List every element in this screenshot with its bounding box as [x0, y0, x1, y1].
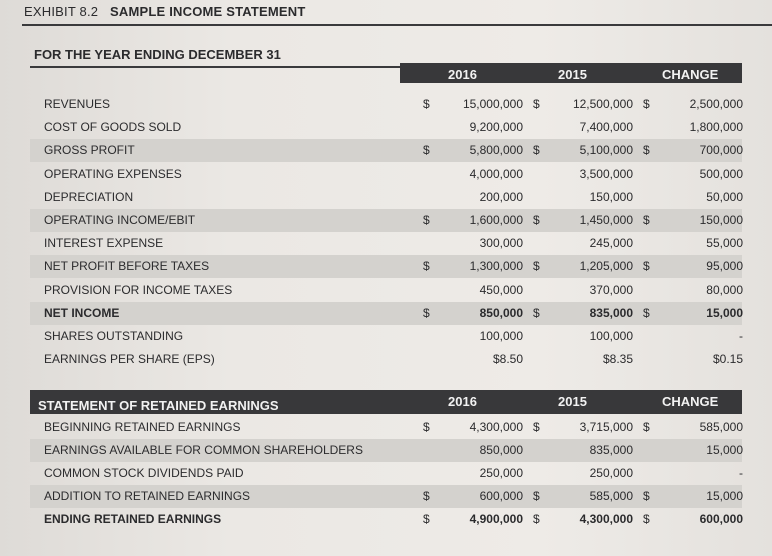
value-2015: 100,000 [589, 329, 633, 343]
row-label: SHARES OUTSTANDING [44, 329, 184, 343]
row-label: ENDING RETAINED EARNINGS [44, 512, 222, 526]
currency-2015: $ [533, 213, 540, 227]
row-label: COST OF GOODS SOLD [44, 120, 182, 135]
value-2016: 600,000 [479, 489, 523, 503]
value-change: 95,000 [706, 259, 743, 274]
currency-2015: $ [533, 305, 540, 320]
value-2015: 585,000 [589, 489, 633, 503]
row-label: REVENUES [44, 97, 111, 111]
currency-2016: $ [423, 512, 430, 526]
value-2015: 250,000 [589, 466, 633, 480]
value-2015: 370,000 [589, 282, 633, 297]
row-label: EARNINGS PER SHARE (EPS) [44, 352, 215, 367]
currency-2016: $ [423, 97, 430, 111]
row-label: OPERATING INCOME/EBIT [44, 213, 196, 227]
value-change: 2,500,000 [689, 97, 743, 111]
income-statement-title: FOR THE YEAR ENDING DECEMBER 31 [34, 47, 281, 62]
value-2016: 300,000 [479, 236, 523, 251]
value-2016: 9,200,000 [469, 120, 523, 135]
currency-2015: $ [533, 512, 540, 526]
row-label: COMMON STOCK DIVIDENDS PAID [44, 466, 244, 480]
table-row [30, 416, 742, 439]
value-2016: 5,800,000 [469, 143, 523, 158]
value-2016: 850,000 [479, 443, 523, 457]
row-label: DEPRECIATION [44, 189, 134, 204]
row-label: INTEREST EXPENSE [44, 236, 164, 251]
table-row [30, 255, 742, 278]
value-2016: 4,000,000 [469, 166, 523, 181]
value-2016: 850,000 [479, 305, 523, 320]
value-change: - [739, 329, 743, 343]
currency-change: $ [643, 97, 650, 111]
row-label: OPERATING EXPENSES [44, 166, 182, 181]
table-row [30, 302, 742, 325]
row-label: EARNINGS AVAILABLE FOR COMMON SHAREHOLDERS [44, 443, 363, 457]
value-2015: 1,205,000 [579, 259, 633, 274]
table-row [30, 139, 742, 162]
table-row [30, 186, 742, 209]
income-header-change: CHANGE [662, 67, 719, 82]
exhibit-divider [22, 24, 772, 26]
value-change: 80,000 [706, 282, 743, 297]
value-2015: 4,300,000 [579, 512, 633, 526]
currency-2016: $ [423, 213, 430, 227]
value-2016: 1,600,000 [469, 213, 523, 227]
row-label: ADDITION TO RETAINED EARNINGS [44, 489, 251, 503]
value-2015: 835,000 [589, 443, 633, 457]
currency-2016: $ [423, 489, 430, 503]
value-2016: 4,900,000 [469, 512, 523, 526]
currency-2016: $ [423, 305, 430, 320]
table-row [30, 232, 742, 255]
currency-2015: $ [533, 420, 540, 434]
table-row [30, 279, 742, 302]
value-change: 15,000 [706, 489, 743, 503]
currency-change: $ [643, 259, 650, 274]
currency-2016: $ [423, 259, 430, 274]
value-change: 700,000 [699, 143, 743, 158]
value-2015: 12,500,000 [572, 97, 633, 111]
currency-change: $ [643, 305, 650, 320]
value-2016: $8.50 [492, 352, 523, 367]
currency-change: $ [643, 512, 650, 526]
income-header-bar [400, 63, 742, 83]
currency-2015: $ [533, 489, 540, 503]
value-2015: 7,400,000 [579, 120, 633, 135]
value-2015: 1,450,000 [579, 213, 633, 227]
table-row [30, 163, 742, 186]
exhibit-title [24, 4, 306, 19]
currency-2015: $ [533, 259, 540, 274]
value-2015: 3,715,000 [579, 420, 633, 434]
exhibit-number: EXHIBIT 8.2 [24, 4, 99, 19]
value-change: $0.15 [712, 352, 743, 367]
row-label: NET PROFIT BEFORE TAXES [44, 259, 210, 274]
exhibit-heading: SAMPLE INCOME STATEMENT [110, 4, 306, 19]
row-label: PROVISION FOR INCOME TAXES [44, 282, 233, 297]
value-2015: 150,000 [589, 189, 633, 204]
value-change: 55,000 [706, 236, 743, 251]
retained-header-2015: 2015 [558, 394, 587, 409]
retained-earnings-title: STATEMENT OF RETAINED EARNINGS [38, 398, 279, 413]
value-change: 585,000 [699, 420, 743, 434]
value-change: 150,000 [699, 213, 743, 227]
value-2016: 1,300,000 [469, 259, 523, 274]
value-2015: 245,000 [589, 236, 633, 251]
row-label: GROSS PROFIT [44, 143, 135, 158]
table-row [30, 93, 742, 116]
currency-2015: $ [533, 143, 540, 158]
table-row [30, 462, 742, 485]
value-2016: 250,000 [479, 466, 523, 480]
value-2016: 4,300,000 [469, 420, 523, 434]
currency-change: $ [643, 213, 650, 227]
value-change: - [739, 466, 743, 480]
value-change: 15,000 [706, 443, 743, 457]
value-change: 600,000 [699, 512, 743, 526]
currency-change: $ [643, 489, 650, 503]
income-header-2016: 2016 [448, 67, 477, 82]
value-2016: 100,000 [479, 329, 523, 343]
table-row [30, 348, 742, 371]
value-2015: 3,500,000 [579, 166, 633, 181]
value-2016: 15,000,000 [462, 97, 523, 111]
table-row [30, 508, 742, 531]
value-2015: 5,100,000 [579, 143, 633, 158]
value-change: 1,800,000 [689, 120, 743, 135]
value-change: 50,000 [706, 189, 743, 204]
retained-header-2016: 2016 [448, 394, 477, 409]
table-row [30, 485, 742, 508]
currency-change: $ [643, 420, 650, 434]
currency-2016: $ [423, 143, 430, 158]
value-2015: $8.35 [602, 352, 633, 367]
retained-header-bar [30, 390, 742, 414]
income-header-2015: 2015 [558, 67, 587, 82]
currency-change: $ [643, 143, 650, 158]
table-row [30, 325, 742, 348]
value-change: 500,000 [699, 166, 743, 181]
table-row [30, 116, 742, 139]
row-label: NET INCOME [44, 305, 120, 320]
value-2015: 835,000 [589, 305, 633, 320]
table-row [30, 439, 742, 462]
retained-header-change: CHANGE [662, 394, 719, 409]
row-label: BEGINNING RETAINED EARNINGS [44, 420, 241, 434]
value-change: 15,000 [706, 305, 743, 320]
value-2016: 450,000 [479, 282, 523, 297]
value-2016: 200,000 [479, 189, 523, 204]
table-row [30, 209, 742, 232]
currency-2015: $ [533, 97, 540, 111]
currency-2016: $ [423, 420, 430, 434]
